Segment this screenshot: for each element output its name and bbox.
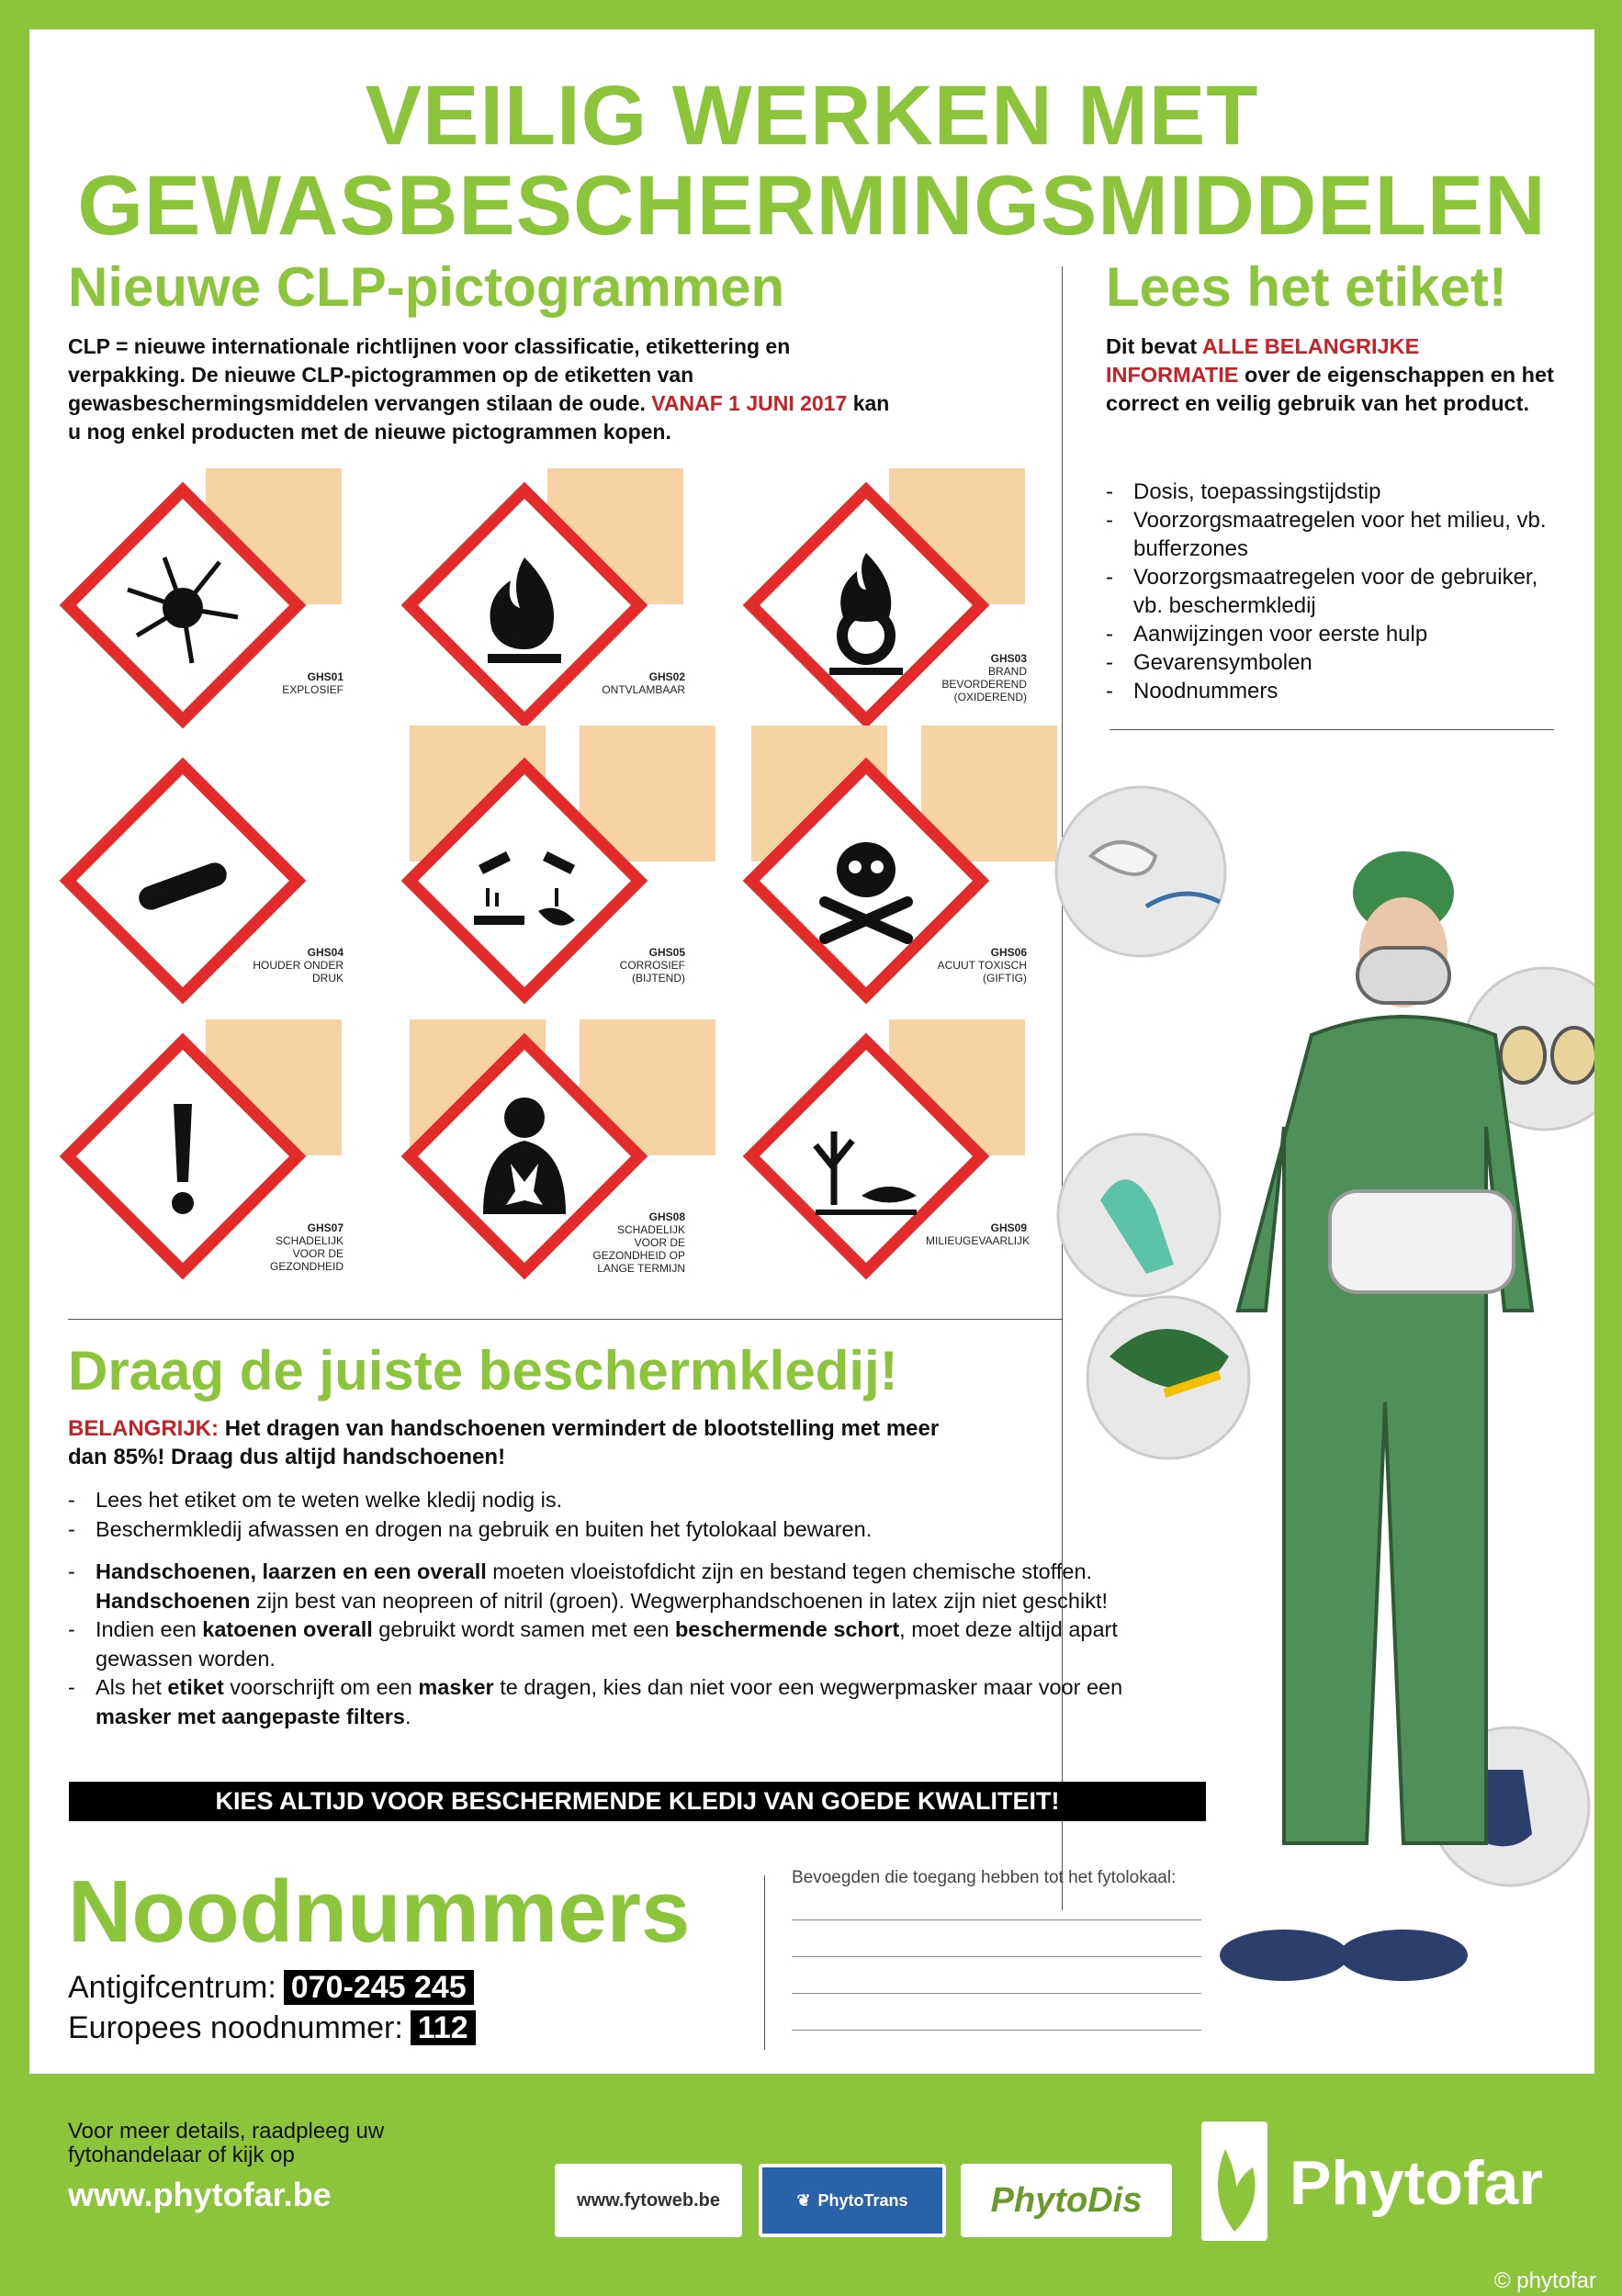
gas-cylinder-icon xyxy=(105,801,261,957)
pictogram-code: GHS06 xyxy=(990,946,1027,959)
body-text: zijn best van neopreen of nitril (groen). Wegwerphandschoenen in latex zijn niet geschikt! xyxy=(250,1588,1109,1613)
phytotrans-logo[interactable] xyxy=(759,2164,946,2237)
flame-icon xyxy=(446,525,603,681)
pictogram-code: GHS04 xyxy=(307,946,344,959)
kledij-list-item: - Lees het etiket om te weten welke kledij nodig is. xyxy=(68,1486,1170,1515)
etiket-list-item: - Aanwijzingen voor eerste hulp xyxy=(1106,620,1565,648)
pictogram-ghs06 xyxy=(751,744,1027,1001)
phytofar-logo[interactable]: Phytofar xyxy=(1290,2148,1543,2218)
protective-worker-illustration xyxy=(1054,760,1594,2045)
poster-panel xyxy=(29,29,1594,2074)
exclamation-icon xyxy=(105,1076,261,1232)
europe-number: 112 xyxy=(411,2010,476,2045)
antigif-number: 070-245 245 xyxy=(284,1970,474,2005)
etiket-intro-b: over de eigenschappen en het correct en veilig gebruik van het product. xyxy=(1106,363,1554,415)
kledij-important-text: Het dragen van handschoenen vermindert de blootstelling met meer dan 85%! Draag dus altijd handschoenen! xyxy=(68,1416,940,1469)
quality-banner: KIES ALTIJD VOOR BESCHERMENDE KLEDIJ VAN GOEDE KWALITEIT! xyxy=(69,1782,1206,1821)
antigif-label: Antigifcentrum: xyxy=(68,1970,276,2005)
corrosion-icon xyxy=(446,801,603,957)
kledij-list-item xyxy=(68,1673,1170,1731)
emphasis-text: masker xyxy=(418,1675,494,1699)
fytoweb-logo-text: www.fytoweb.be xyxy=(577,2189,720,2211)
clp-intro-b: kan u nog enkel producten met de nieuwe pictogrammen kopen. xyxy=(68,391,890,444)
pictogram-code: GHS05 xyxy=(648,946,685,959)
pictogram-text: EXPLOSIEF xyxy=(282,683,344,696)
worker-respirator xyxy=(1357,948,1449,1003)
pictogram-ghs09 xyxy=(751,1019,1031,1277)
body-text: voorschrijft om een xyxy=(223,1675,419,1699)
etiket-intro-highlight: ALLE BELANGRIJKE INFORMATIE xyxy=(1106,334,1420,387)
etiket-heading: Lees het etiket! xyxy=(1106,256,1507,318)
pictogram-label xyxy=(926,1221,1031,1247)
pictogram-text: ACUUT TOXISCH (GIFTIG) xyxy=(937,959,1027,985)
kledij-list-item: - Beschermkledij afwassen en drogen na gebruik en buiten het fytolokaal bewaren. xyxy=(68,1515,1170,1545)
pictogram-text: HOUDER ONDER DRUK xyxy=(253,959,344,985)
kledij-important xyxy=(68,1414,950,1471)
pictogram-ghs07 xyxy=(68,1019,344,1277)
clp-intro xyxy=(68,332,895,446)
body-text: gebruikt wordt samen met een xyxy=(372,1617,675,1641)
exploding-bomb-icon xyxy=(105,525,261,681)
pictogram-text: CORROSIEF (BIJTEND) xyxy=(619,959,685,985)
europe-label: Europees noodnummer: xyxy=(68,2010,403,2045)
etiket-list-item: - Dosis, toepassingstijdstip xyxy=(1106,478,1565,506)
emphasis-text: katoenen overall xyxy=(202,1617,373,1641)
pictogram-ghs02 xyxy=(410,468,685,726)
phytodis-logo-text: PhytoDis xyxy=(990,2180,1143,2220)
etiket-intro xyxy=(1106,332,1556,418)
pictogram-text: SCHADELIJK VOOR DE GEZONDHEID OP LANGE TERMIJN xyxy=(592,1223,685,1275)
pictogram-code: GHS02 xyxy=(648,670,685,683)
pictogram-label xyxy=(242,1221,344,1273)
emphasis-text: masker met aangepaste filters xyxy=(96,1704,405,1728)
etiket-list-item: - Gevarensymbolen xyxy=(1106,648,1565,677)
pictogram-label xyxy=(926,946,1027,985)
pictogram-ghs01 xyxy=(68,468,344,726)
pictogram-text: BRAND BEVORDEREND (OXIDEREND) xyxy=(941,665,1027,703)
pictogram-label xyxy=(584,670,685,696)
pictogram-code: GHS07 xyxy=(307,1221,344,1234)
etiket-divider xyxy=(1109,729,1554,730)
worker-canister xyxy=(1330,1191,1514,1292)
etiket-list-item: - Noodnummers xyxy=(1106,677,1565,705)
pictogram-label xyxy=(584,1210,685,1275)
environment-icon xyxy=(788,1076,944,1232)
clp-intro-a: CLP = nieuwe internationale richtlijnen voor classificatie, etikettering en verpakking. De nieuwe CLP-pictogrammen op de etiketten van gewasbeschermingsmiddelen vervangen stilaan de oude. xyxy=(68,334,791,415)
poster-title-line1: VEILIG WERKEN MET xyxy=(365,69,1259,163)
pictogram-code: GHS03 xyxy=(990,652,1027,665)
kledij-list-1 xyxy=(68,1486,1170,1544)
skull-crossbones-icon xyxy=(788,801,944,957)
pictogram-code: GHS08 xyxy=(648,1210,685,1223)
etiket-list-item: - Voorzorgsmaatregelen voor het milieu, vb. bufferzones xyxy=(1106,506,1565,563)
europe-row xyxy=(68,2009,476,2046)
pictogram-ghs05 xyxy=(410,744,685,1001)
etiket-list xyxy=(1106,478,1565,705)
pictogram-label xyxy=(584,946,685,985)
body-text: moeten vloeistofdicht zijn en bestand tegen chemische stoffen. xyxy=(486,1559,1093,1583)
kledij-list-item xyxy=(68,1615,1170,1673)
footer-url[interactable]: www.phytofar.be xyxy=(68,2176,332,2213)
emphasis-text: etiket xyxy=(167,1675,224,1699)
emphasis-text: Handschoenen xyxy=(96,1588,251,1613)
section-divider xyxy=(68,1319,1062,1320)
clp-heading: Nieuwe CLP-pictogrammen xyxy=(68,256,785,318)
access-line[interactable] xyxy=(792,1956,1201,1957)
kledij-important-label: BELANGRIJK: xyxy=(68,1416,220,1441)
phytofar-leaf-icon xyxy=(1201,2122,1267,2241)
flame-over-circle-icon xyxy=(788,525,944,681)
pictogram-label xyxy=(926,652,1027,703)
worker-overall xyxy=(1238,1017,1532,1843)
body-text: te dragen, kies dan niet voor een wegwerpmasker maar voor een xyxy=(493,1675,1123,1699)
pictogram-code: GHS01 xyxy=(307,670,344,683)
pictogram-text: ONTVLAMBAAR xyxy=(602,683,685,696)
antigif-row xyxy=(68,1969,474,2006)
pictogram-label xyxy=(242,670,344,696)
pictogram-code: GHS09 xyxy=(990,1221,1027,1234)
poster-title-line2: GEWASBESCHERMINGSMIDDELEN xyxy=(77,159,1547,253)
access-line[interactable] xyxy=(792,1919,1201,1920)
health-hazard-icon xyxy=(446,1076,603,1232)
access-line[interactable] xyxy=(792,1993,1201,1994)
pictogram-ghs08 xyxy=(410,1019,685,1277)
body-text: Indien een xyxy=(96,1617,203,1641)
emphasis-text: beschermende schort xyxy=(674,1617,900,1641)
fytoweb-logo[interactable] xyxy=(555,2164,742,2237)
phytotrans-leaf-icon: ❦ xyxy=(796,2190,811,2210)
pictogram-text: MILIEUGEVAARLIJK xyxy=(926,1234,1031,1247)
phytodis-logo[interactable] xyxy=(961,2164,1172,2237)
body-text: . xyxy=(405,1704,411,1728)
etiket-list-item: - Voorzorgsmaatregelen voor de gebruiker, vb. beschermkledij xyxy=(1106,563,1565,620)
body-text: Als het xyxy=(96,1675,168,1699)
pictogram-ghs04 xyxy=(68,744,344,1001)
kledij-list-2 xyxy=(68,1558,1170,1731)
kledij-heading: Draag de juiste beschermkledij! xyxy=(68,1340,898,1401)
clp-intro-highlight: VANAF 1 JUNI 2017 xyxy=(651,391,848,415)
etiket-intro-a: Dit bevat xyxy=(1106,334,1198,358)
pictogram-text: SCHADELIJK VOOR DE GEZONDHEID xyxy=(269,1234,344,1273)
phytotrans-logo-text: PhytoTrans xyxy=(817,2190,908,2210)
access-line[interactable] xyxy=(792,2030,1201,2031)
emphasis-text: Handschoenen, laarzen en een overall xyxy=(96,1559,487,1583)
footer-text: Voor meer details, raadpleeg uw fytohandelaar of kijk op xyxy=(68,2119,385,2167)
access-label: Bevoegden die toegang hebben tot het fytolokaal: xyxy=(792,1868,1177,1887)
noodnummers-divider xyxy=(764,1875,765,2050)
pictogram-ghs03 xyxy=(751,468,1027,726)
kledij-list-item xyxy=(68,1558,1170,1615)
noodnummers-heading: Noodnummers xyxy=(68,1863,691,1961)
copyright: © phytofar xyxy=(1493,2268,1596,2293)
body-text: , moet deze altijd apart gewassen worden. xyxy=(96,1617,1118,1671)
pictogram-label xyxy=(242,946,344,985)
